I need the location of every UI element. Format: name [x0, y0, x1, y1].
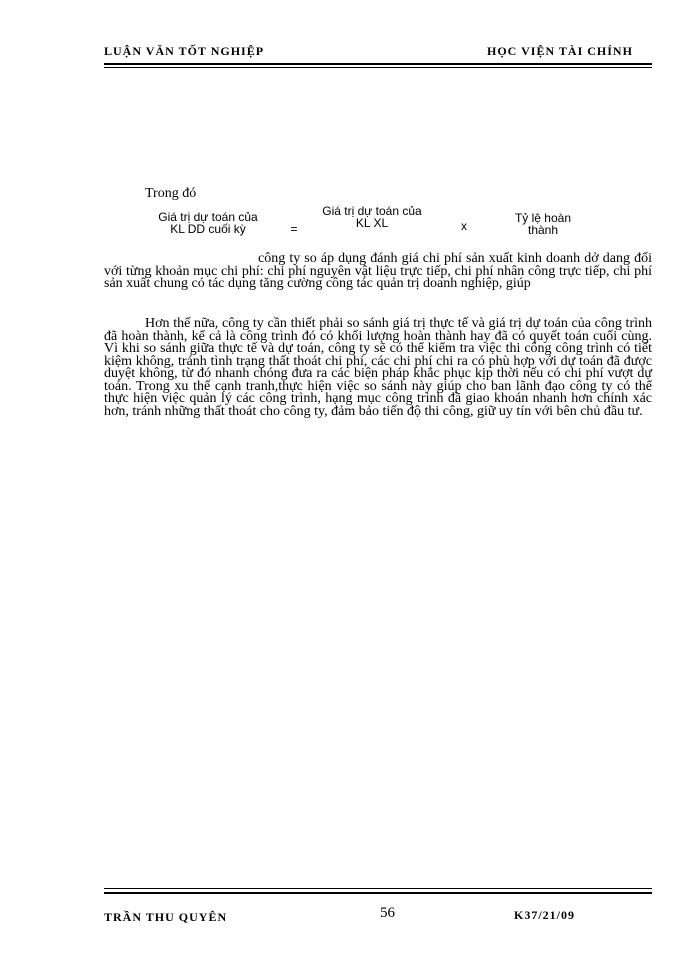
- paragraph-1: [104, 253, 652, 291]
- formula-middle-term: Giá trị dự toán của KL XL: [322, 204, 422, 230]
- paragraph-1-text: công ty so áp dụng đánh giá chi phí sản xuất kinh doanh dở dang đối với từng khoản mục chi phí: chi phí nguyên vật liệu trực tiếp, chi phí nhân công trực tiếp, chi phí sản xuất chung có tác dụng tăng cường công tác quản trị doanh nghiệp, giúp: [104, 251, 652, 291]
- footer-author: TRẦN THU QUYÊN: [104, 910, 228, 924]
- formula-right-term: Tỷ lệ hoàn thành: [514, 211, 572, 237]
- formula-times: x: [461, 219, 467, 233]
- page-number: 56: [380, 905, 395, 921]
- paragraph-2: Hơn thế nữa, công ty cần thiết phải so sánh giá trị thực tế và giá trị dự toán của công trình đã hoàn thành, kể cả là công trình đó có khối lượng hoàn thành hay đã có quyết toán cuối cùng. Vì khi so sánh giữa thực tế và dự toán, công ty sẽ có thể kiểm tra việc thi công công trình có tiết kiệm không, tránh tình trạng thất thoát chi phí, các chi phí chi ra có phù hợp với dự toán đã được duyệt không, từ đó nhanh chóng đưa ra các biện pháp khắc phục kịp thời nếu có chi phí vượt dự toán. Trong xu thế cạnh tranh,thực hiện việc so sánh này giúp cho ban lãnh đạo công ty có thể thực hiện việc quản lý các công trình, hạng mục công trình đã giao khoán nhanh hơn chính xác hơn, tránh những thất thoát cho công ty, đảm bảo tiến độ thi công, giữ uy tín với bên chủ đầu tư.: [104, 316, 652, 419]
- intro-label: Trong đó: [145, 186, 197, 201]
- header-right-title: HỌC VIỆN TÀI CHÍNH: [487, 44, 633, 58]
- footer-class-code: K37/21/09: [514, 908, 576, 922]
- header-left-title: LUẬN VĂN TỐT NGHIỆP: [104, 44, 265, 58]
- header-rule-thin: [104, 67, 652, 68]
- formula-equals: =: [290, 222, 298, 236]
- footer-rule-thick: [104, 892, 652, 894]
- formula-left-term: Giá trị dự toán của KL DD cuối kỳ: [158, 210, 258, 236]
- footer-rule-thin: [104, 888, 652, 889]
- header-rule-thick: [104, 63, 652, 65]
